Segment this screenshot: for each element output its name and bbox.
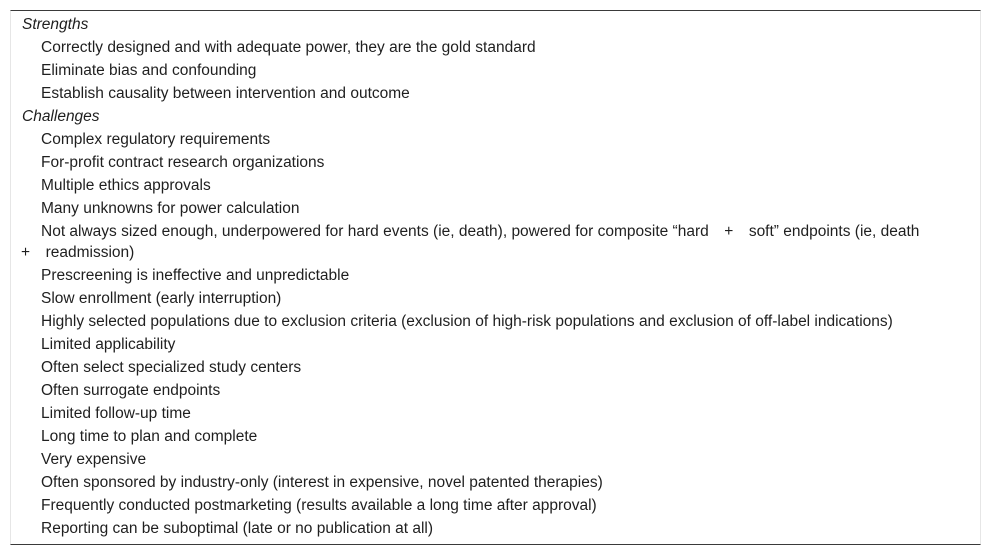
challenge-item: Slow enrollment (early interruption) <box>41 290 282 307</box>
challenge-item: For-profit contract research organizations <box>41 154 325 171</box>
challenge-item: Prescreening is ineffective and unpredictable <box>41 267 350 284</box>
strength-item: Correctly designed and with adequate power, they are the gold standard <box>41 39 536 56</box>
challenge-item: Many unknowns for power calculation <box>41 200 300 217</box>
challenge-item: Multiple ethics approvals <box>41 177 211 194</box>
strength-item: Eliminate bias and confounding <box>41 62 257 79</box>
challenge-item: Limited follow-up time <box>41 405 191 422</box>
challenges-heading: Challenges <box>22 108 100 125</box>
challenge-item: Often sponsored by industry-only (interest in expensive, novel patented therapies) <box>41 474 603 491</box>
challenge-item: Very expensive <box>41 451 147 468</box>
challenge-item: Often select specialized study centers <box>41 359 302 376</box>
challenge-item: Long time to plan and complete <box>41 428 258 445</box>
challenge-item: Complex regulatory requirements <box>41 131 271 148</box>
challenge-item: Highly selected populations due to exclusion criteria (exclusion of high-risk populations and exclusion of off-label indications) <box>41 313 893 330</box>
challenge-item: Reporting can be suboptimal (late or no publication at all) <box>41 520 434 537</box>
challenge-item: Frequently conducted postmarketing (results available a long time after approval) <box>41 497 597 514</box>
strengths-heading: Strengths <box>22 16 89 33</box>
challenge-item: Often surrogate endpoints <box>41 382 221 399</box>
challenge-item: Limited applicability <box>41 336 176 353</box>
challenge-item: Not always sized enough, underpowered for hard events (ie, death), powered for composite “hard + soft” endpoints (ie, death + readmission) <box>21 223 935 261</box>
strength-item: Establish causality between intervention and outcome <box>41 85 410 102</box>
rct-strengths-challenges-table <box>10 10 981 545</box>
